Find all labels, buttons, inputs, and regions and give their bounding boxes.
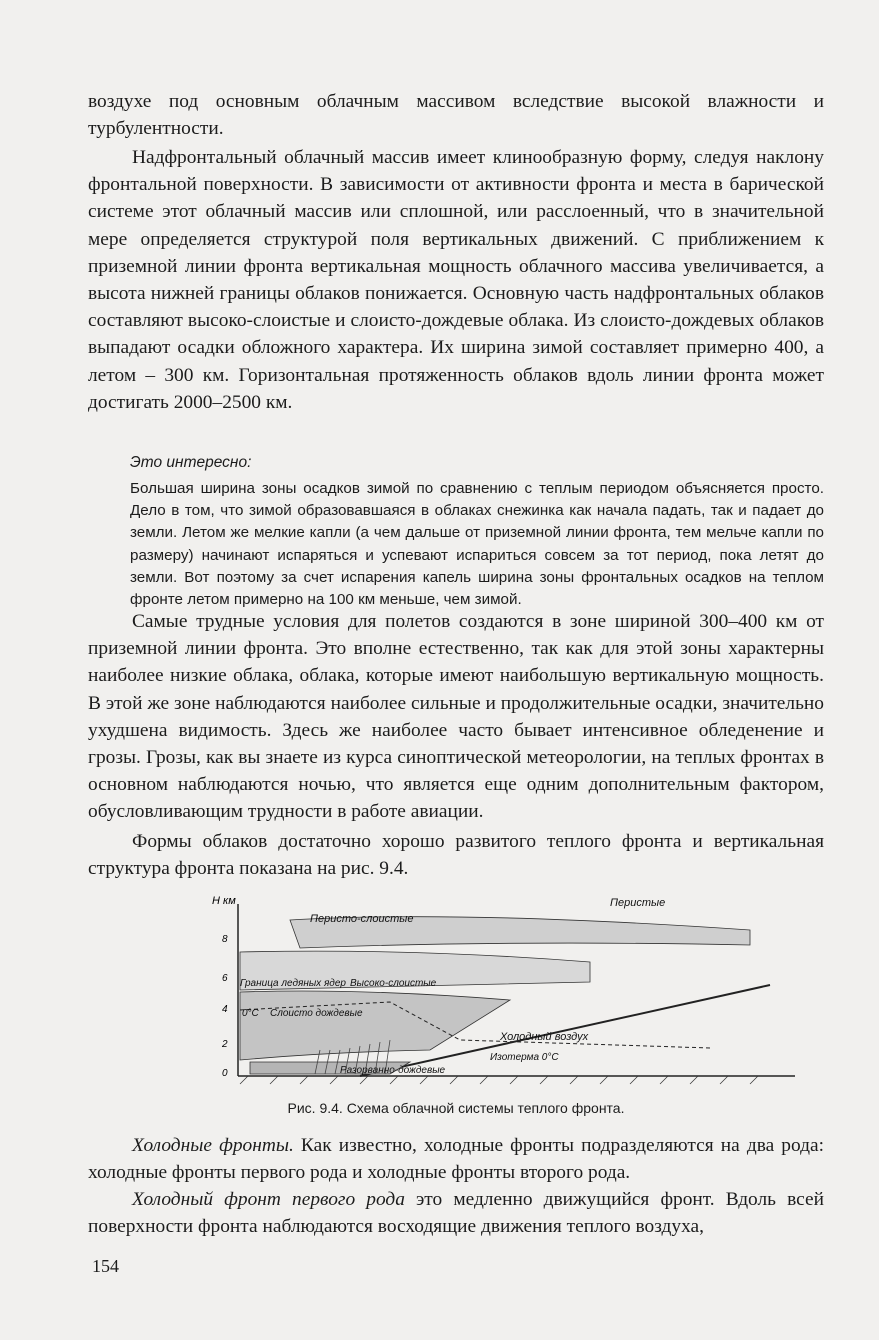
first-kind-term: Холодный фронт первого рода xyxy=(132,1189,405,1210)
label-zero-c: 0°C xyxy=(242,1008,259,1019)
note-box xyxy=(130,478,824,611)
page-number: 154 xyxy=(92,1256,119,1276)
y-tick-8: 8 xyxy=(222,934,228,945)
y-tick-2: 2 xyxy=(222,1039,228,1050)
ground-hatching xyxy=(240,1076,758,1084)
y-tick-0: 0 xyxy=(222,1068,228,1079)
label-cirrus: Перистые xyxy=(610,897,666,909)
warm-front-cloud-diagram xyxy=(210,890,800,1100)
label-cold-air: Холодный воздух xyxy=(500,1031,589,1043)
note-label: Это интересно: xyxy=(130,454,252,471)
y-tick-4: 4 xyxy=(222,1004,228,1015)
paragraph-4 xyxy=(88,1132,824,1186)
figure-caption: Рис. 9.4. Схема облачной системы теплого фронта. xyxy=(287,1100,625,1116)
label-altostratus: Высоко-слоистые xyxy=(350,978,437,989)
paragraph-continuation xyxy=(88,88,824,142)
paragraph-cold-front-first-kind xyxy=(88,1186,824,1240)
label-stratus-rain: Слоисто дождевые xyxy=(270,1008,363,1019)
paragraph-3: Формы облаков достаточно хорошо развитого теплого фронта и вертикальная структура фронта показана на рис. 9.4. xyxy=(88,831,824,880)
first-kind-text: это медленно движущийся фронт. Вдоль всей поверхности фронта наблюдаются восходящие движения теплого воздуха, xyxy=(88,1189,824,1238)
cold-fronts-text: Как известно, холодные фронты подразделяются на два рода: холодные фронты первого рода и холодные фронты второго рода. xyxy=(88,1135,824,1184)
label-ice-nuclei: Граница ледяных ядер xyxy=(240,978,346,989)
paragraph-figure-ref xyxy=(88,828,824,882)
nimbostratus-cloud xyxy=(240,991,510,1060)
label-isotherm: Изотерма 0°С xyxy=(490,1052,559,1063)
paragraph-1: Надфронтальный облачный массив имеет клинообразную форму, следуя наклону фронтальной поверхности. В зависимости от активности фронта и места в барической системе этот облачный массив или сплошной, или расслоенный, что в значительной мере определяется структурой поля вертикальных движений. С приближением к приземной линии фронта вертикальная мощность облачного массива увеличивается, а высота нижней границы облаков понижается. Основную часть надфронтальных облаков составляют высоко-слоистые и слоисто-дождевые облака. Из слоисто-дождевых облаков выпадают осадки обложного характера. Их ширина зимой составляет примерно 400, а летом – 300 км. Горизонтальная протяженность облаков вдоль линии фронта может достигать 2000–2500 км. xyxy=(88,147,824,413)
paragraph-2: Самые трудные условия для полетов создаются в зоне шириной 300–400 км от приземной линии фронта. Это вполне естественно, так как для этой зоны характерны наиболее низкие облака, облака, которые имеют наибольшую вертикальную мощность. В этой же зоне наблюдаются наиболее сильные и продолжительные осадки, значительно ухудшена видимость. Здесь же наиболее часто бывает интенсивное обледенение и грозы. Грозы, как вы знаете из курса синоптической метеорологии, на теплых фронтах в основном наблюдаются ночью, что является еще одним дополнительным фактором, обусловливающим трудности в работе авиации. xyxy=(88,611,824,823)
paragraph-difficult-conditions xyxy=(88,608,824,826)
label-fractonimbus: Разорванно-дождевые xyxy=(340,1065,446,1076)
label-cirrostratus: Перисто-слоистые xyxy=(310,913,414,925)
paragraph-cold-fronts xyxy=(88,1132,824,1186)
paragraph-5 xyxy=(88,1186,824,1240)
cold-fronts-term: Холодные фронты. xyxy=(132,1135,294,1156)
y-axis-title: H км xyxy=(212,895,236,907)
paragraph-supra-frontal xyxy=(88,144,824,416)
note-text: Большая ширина зоны осадков зимой по сравнению с теплым периодом объясняется просто. Дело в том, что зимой образовавшаяся в облаках снежинка как начала падать, так и падает до земли. Летом же мелкие капли (а чем дальше от приземной линии фронта, тем мельче капли по размеру) начинают испаряться и успевают испариться совсем за тот период, пока летят до земли. Вот поэтому за счет испарения капель ширина зоны фронтальных осадков на теплом фронте летом примерно на 100 км меньше, чем зимой. xyxy=(130,480,824,609)
y-tick-6: 6 xyxy=(222,973,228,984)
paragraph-0: воздухе под основным облачным массивом вследствие высокой влажности и турбулентности. xyxy=(88,91,824,140)
